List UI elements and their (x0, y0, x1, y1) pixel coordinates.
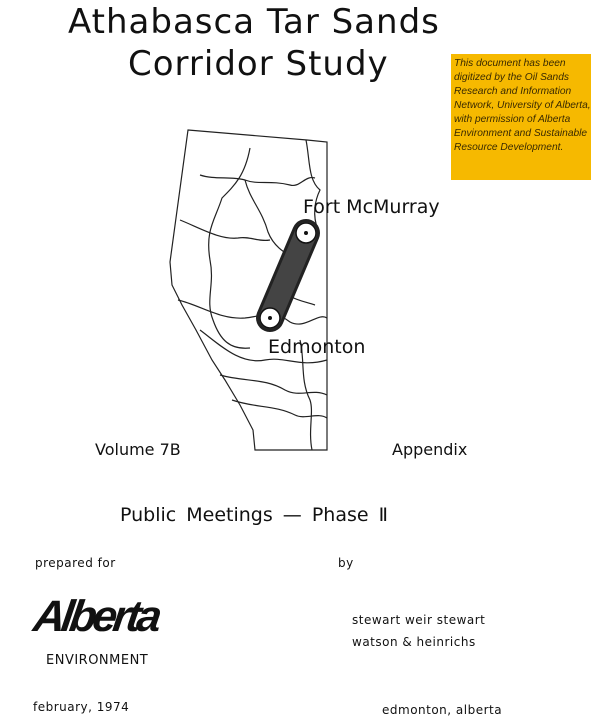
label-fort-mcmurray: Fort McMurray (303, 196, 440, 218)
authors-line-2: watson & heinrichs (352, 635, 476, 649)
authors-line-1: stewart weir stewart (352, 613, 486, 627)
alberta-logo: Alberta (30, 592, 162, 641)
environment-label: ENVIRONMENT (46, 653, 149, 668)
appendix-label: Appendix (392, 440, 468, 459)
title-line-1: Athabasca Tar Sands (68, 2, 440, 42)
label-edmonton: Edmonton (268, 336, 366, 358)
title-line-2: Corridor Study (128, 44, 389, 84)
by-label: by (338, 556, 354, 570)
subtitle: Public Meetings — Phase Ⅱ (120, 504, 388, 526)
date: february, 1974 (33, 700, 130, 714)
province-outline (170, 130, 327, 450)
volume-label: Volume 7B (95, 440, 181, 459)
prepared-for-label: prepared for (35, 556, 116, 570)
digitization-notice: This document has been digitized by the Oil Sands Research and Information Network, University of Alberta, with permission of Alberta Environment and Sustainable Resource Development. (451, 54, 591, 180)
place: edmonton, alberta (382, 703, 503, 717)
corridor-marker (260, 223, 316, 328)
